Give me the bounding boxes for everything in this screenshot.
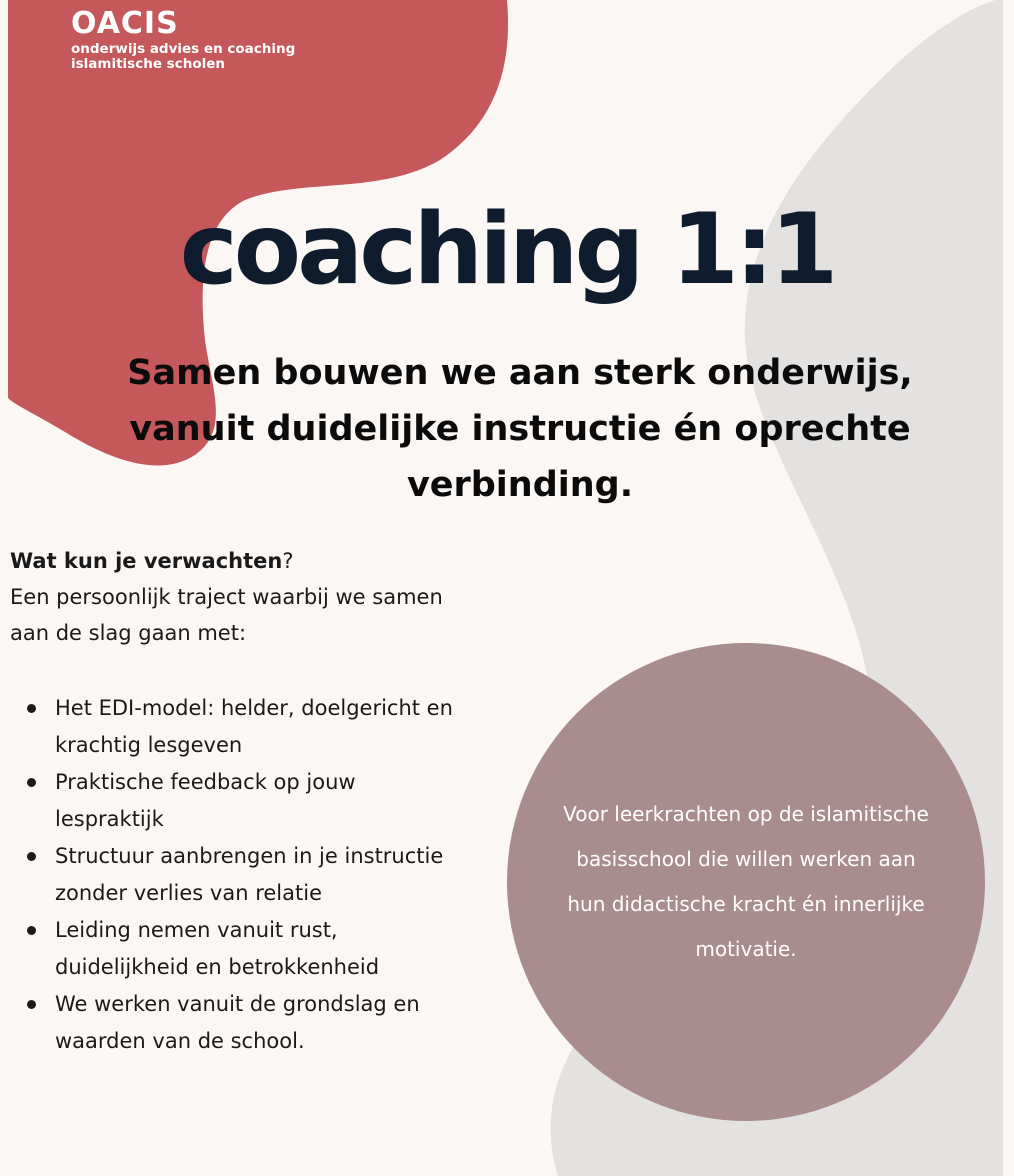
list-item bbox=[26, 838, 456, 912]
intro-text: Een persoonlijk traject waarbij we samen aan de slag gaan met: bbox=[10, 585, 443, 645]
benefits-list bbox=[26, 690, 456, 1060]
bullet-icon bbox=[27, 778, 36, 787]
page-title: coaching 1:1 bbox=[179, 193, 835, 307]
audience-circle bbox=[507, 643, 985, 1121]
page-subtitle: Samen bouwen we aan sterk onderwijs, vanuit duidelijke instructie én oprechte verbinding. bbox=[127, 353, 913, 505]
bullet-icon bbox=[27, 926, 36, 935]
bullet-icon bbox=[27, 852, 36, 861]
list-item bbox=[26, 764, 456, 838]
list-item-text: We werken vanuit de grondslag en waarden van de school. bbox=[55, 992, 420, 1053]
list-item bbox=[26, 690, 456, 764]
list-item bbox=[26, 912, 456, 986]
list-item-text: Praktische feedback op jouw lespraktijk bbox=[55, 770, 356, 831]
brand-tagline-line1: onderwijs advies en coaching bbox=[71, 41, 296, 57]
brand-logo bbox=[71, 6, 295, 72]
list-item-text: Leiding nemen vanuit rust, duidelijkheid en betrokkenheid bbox=[55, 918, 380, 979]
audience-text: Voor leerkrachten op de islamitische basisschool die willen werken aan hun didactische kracht én innerlijke motivatie. bbox=[563, 802, 929, 961]
list-item-text: Het EDI-model: helder, doelgericht en krachtig lesgeven bbox=[55, 696, 453, 757]
bullet-icon bbox=[27, 1000, 36, 1009]
intro-section bbox=[10, 543, 460, 651]
list-item-text: Structuur aanbrengen in je instructie zonder verlies van relatie bbox=[55, 844, 444, 905]
brand-name: OACIS bbox=[71, 6, 179, 41]
intro-question: Wat kun je verwachten bbox=[10, 549, 283, 573]
list-item bbox=[26, 986, 456, 1060]
right-edge-strip bbox=[1003, 0, 1014, 1176]
intro-question-mark: ? bbox=[282, 549, 294, 573]
brand-tagline-line2: islamitische scholen bbox=[71, 56, 225, 72]
bullet-icon bbox=[27, 704, 36, 713]
